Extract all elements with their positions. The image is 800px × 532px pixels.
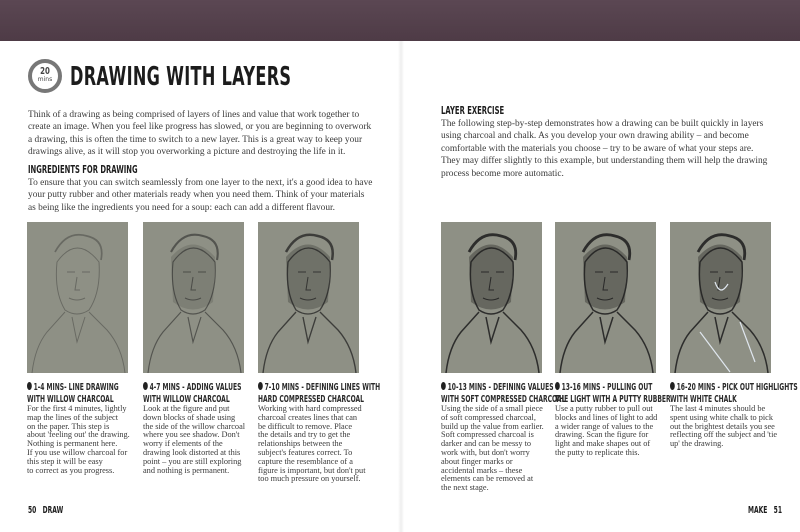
step-drawing-image xyxy=(258,222,359,373)
step-body xyxy=(441,405,553,493)
text-line: the details and try to get the xyxy=(258,430,351,440)
text-line: reflecting off the subject and 'tie xyxy=(670,430,778,440)
text-line: as being like the ingredients you need for a soup: each can add a different flavour. xyxy=(28,202,336,213)
timer-number: 20 xyxy=(40,66,50,77)
step-heading-line xyxy=(258,393,364,406)
step-drawing-image xyxy=(441,222,542,373)
page-number: 50 xyxy=(28,505,37,516)
step-heading-line xyxy=(441,382,554,394)
text-line: of soft compressed charcoal, xyxy=(441,412,536,422)
text-line: map the lines of the subject xyxy=(27,412,119,422)
text-line: darker and can be messy to xyxy=(441,439,532,449)
timer-icon xyxy=(28,59,62,93)
exercise-paragraph xyxy=(441,118,767,180)
text-line: on the paper. This step is xyxy=(27,421,110,431)
text-line: your putty rubber and other materials ready when you need them. Think of your materials xyxy=(28,190,365,201)
text-line: and nothing is permanent. xyxy=(143,465,230,475)
step-number-bullet xyxy=(258,382,263,390)
step-caption xyxy=(258,382,381,484)
text-line: Nothing is permanent here. xyxy=(27,439,118,449)
step-body xyxy=(555,405,667,458)
text-line: subject's features correct. To xyxy=(258,447,353,457)
text-line: Look at the figure and put xyxy=(143,404,230,413)
text-line: comfortable with the materials you choose – try to be aware of what your steps are. xyxy=(441,143,754,154)
step-body xyxy=(258,405,370,484)
ingredients-heading: INGREDIENTS FOR DRAWING xyxy=(28,163,138,176)
step-number-bullet xyxy=(670,382,675,390)
text-line: process become more automatic. xyxy=(441,168,564,179)
text-line: 16-20 MINS - PICK OUT HIGHLIGHTS xyxy=(676,382,798,393)
text-line: WITH WHITE CHALK xyxy=(670,393,737,405)
intro-paragraph xyxy=(28,109,371,159)
step-number-bullet xyxy=(27,382,32,390)
text-line: build up the value from earlier. xyxy=(441,421,544,431)
text-line: worry if elements of the xyxy=(143,439,223,449)
step-number-bullet xyxy=(555,382,560,390)
step-heading-line xyxy=(555,393,671,406)
text-line: where you see shadow. Don't xyxy=(143,430,240,440)
text-line: drawing look distorted at this xyxy=(143,447,241,457)
text-line: this step it will be easy xyxy=(27,456,103,466)
text-line: about finger marks or xyxy=(441,456,513,466)
text-line: Working with hard compressed xyxy=(258,404,362,413)
step-caption xyxy=(555,382,671,458)
text-line: 1-4 MINS- LINE DRAWING xyxy=(33,382,119,393)
text-line: about 'feeling out' the drawing. xyxy=(27,430,130,440)
text-line: the next stage. xyxy=(441,483,489,493)
text-line: If you use willow charcoal for xyxy=(27,447,128,457)
text-line: up' the drawing. xyxy=(670,439,724,449)
ingredients-paragraph xyxy=(28,177,372,214)
step-heading-line xyxy=(27,382,119,394)
step-number-bullet xyxy=(441,382,446,390)
text-line: To ensure that you can switch seamlessly from one layer to the next, it's a good idea to have xyxy=(28,178,373,188)
text-line: blocks and lines of light to add xyxy=(555,412,658,422)
top-wood-band xyxy=(0,0,800,41)
step-heading-line xyxy=(555,382,653,394)
text-line: The last 4 minutes should be xyxy=(670,404,766,413)
step-heading-line xyxy=(143,393,230,406)
step-heading-line xyxy=(258,382,381,394)
step-heading-line xyxy=(27,393,114,406)
step-caption xyxy=(441,382,566,493)
text-line: 7-10 MINS - DEFINING LINES WITH xyxy=(264,382,381,393)
step-drawing-image xyxy=(670,222,771,373)
step-number-bullet xyxy=(143,382,148,390)
text-line: figure is important, but don't put xyxy=(258,465,366,475)
step-heading-line xyxy=(670,394,737,406)
step-body xyxy=(27,405,139,475)
text-line: down blocks of shade using xyxy=(143,412,236,422)
text-line: Soft compressed charcoal is xyxy=(441,430,534,440)
text-line: spent using white chalk to pick xyxy=(670,412,774,422)
text-line: out the brightest details you see xyxy=(670,421,775,431)
text-line: For the first 4 minutes, lightly xyxy=(27,404,127,413)
text-line: accidental marks – these xyxy=(441,465,523,475)
step-heading xyxy=(258,382,381,405)
step-heading xyxy=(143,382,255,405)
text-line: Think of a drawing as being comprised of layers of lines and value that work together to xyxy=(28,110,360,120)
step-heading-line xyxy=(670,382,798,394)
step-heading xyxy=(441,382,566,405)
text-line: a wider range of values to the xyxy=(555,421,654,431)
text-line: The following step-by-step demonstrates how a drawing can be built quickly in layers xyxy=(441,119,764,129)
book-gutter xyxy=(398,41,404,532)
folio-left xyxy=(28,505,63,516)
text-line: the side of the willow charcoal xyxy=(143,421,246,431)
page-title: DRAWING WITH LAYERS xyxy=(70,62,292,92)
text-line: 13-16 MINS - PULLING OUT xyxy=(561,382,653,393)
text-line: WITH WILLOW CHARCOAL xyxy=(143,393,230,405)
text-line: drawing. Scan the figure for xyxy=(555,430,649,440)
exercise-heading: LAYER EXERCISE xyxy=(441,104,505,117)
text-line: elements can be removed at xyxy=(441,474,534,484)
text-line: using charcoal and chalk. As you develop your own drawing ability – and become xyxy=(441,131,749,142)
text-line: 4-7 MINS - ADDING VALUES xyxy=(149,382,242,393)
section-name: MAKE xyxy=(748,505,768,516)
text-line: light and make shapes out of xyxy=(555,439,651,449)
step-caption xyxy=(670,382,798,449)
section-name: DRAW xyxy=(42,505,64,516)
page-number: 51 xyxy=(773,505,782,516)
folio-right xyxy=(748,505,782,516)
step-caption xyxy=(27,382,139,475)
step-body xyxy=(670,405,782,449)
step-heading xyxy=(555,382,671,405)
text-line: WITH SOFT COMPRESSED CHARCOAL xyxy=(441,393,566,405)
text-line: charcoal creates lines that can xyxy=(258,412,358,422)
timer-unit: mins xyxy=(37,76,53,83)
text-line: create an image. When you feel like progress has slowed, or you are beginning to overwork xyxy=(28,122,372,133)
text-line: WITH WILLOW CHARCOAL xyxy=(27,393,114,405)
text-line: a drawing, this is often the time to switch to a new layer. This is a great way to keep your xyxy=(28,134,363,145)
step-drawing-image xyxy=(555,222,656,373)
step-heading xyxy=(27,382,139,405)
text-line: Using the side of a small piece xyxy=(441,404,543,413)
text-line: relationships between the xyxy=(258,439,343,449)
text-line: capture the resemblance of a xyxy=(258,456,353,466)
step-body xyxy=(143,405,255,475)
step-caption xyxy=(143,382,255,475)
text-line: too much pressure on yourself. xyxy=(258,474,361,484)
text-line: They may differ slightly to this example, but understanding them will help the drawing xyxy=(441,156,768,167)
step-heading xyxy=(670,382,798,405)
step-drawing-image xyxy=(143,222,244,373)
step-heading-line xyxy=(143,382,242,394)
text-line: drawings alive, as it will stop you overworking a picture and destroying the life in it. xyxy=(28,147,346,158)
text-line: the putty to replicate this. xyxy=(555,447,640,457)
text-line: be difficult to remove. Place xyxy=(258,421,353,431)
text-line: THE LIGHT WITH A PUTTY RUBBER xyxy=(555,393,671,405)
text-line: 10-13 MINS - DEFINING VALUES xyxy=(447,382,554,393)
text-line: point – you are still exploring xyxy=(143,456,242,466)
text-line: to correct as you progress. xyxy=(27,465,115,475)
text-line: HARD COMPRESSED CHARCOAL xyxy=(258,393,364,405)
step-drawing-image xyxy=(27,222,128,373)
step-heading-line xyxy=(441,393,566,406)
text-line: Use a putty rubber to pull out xyxy=(555,404,653,413)
text-line: work with, but don't worry xyxy=(441,447,530,457)
